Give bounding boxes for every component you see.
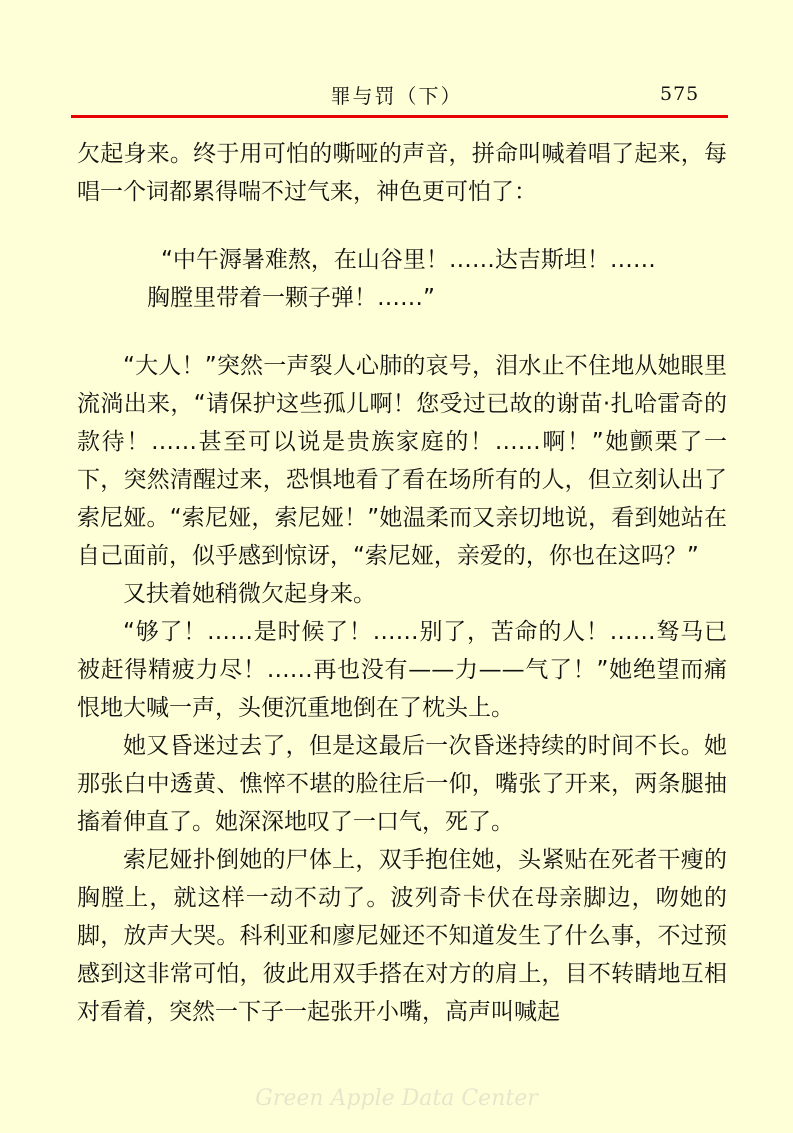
paragraph: 欠起身来。终于用可怕的嘶哑的声音，拼命叫喊着唱了起来，每唱一个词都累得喘不过气来，神色更可怕了： (77, 141, 727, 205)
paragraph: 索尼娅扑倒她的尸体上，双手抱住她，头紧贴在死者干瘦的胸膛上，就这样一动不动了。波列奇卡伏在母亲脚边，吻她的脚，放声大哭。科利亚和廖尼娅还不知道发生了什么事，不过预感到这非常可怕，彼此用双手搭在对方的肩上，目不转睛地互相对看着，突然一下子一起张开小嘴，高声叫喊起 (77, 847, 727, 1025)
poem-line: “中午溽暑难熬，在山谷里！……达吉斯坦！…… (161, 247, 656, 273)
poem-line: 胸膛里带着一颗子弹！……” (147, 285, 435, 311)
header-rule (71, 115, 728, 118)
page-body (77, 135, 727, 1031)
poem-quote (77, 241, 727, 317)
paragraph: “够了！……是时候了！……别了，苦命的人！……驽马已被赶得精疲力尽！……再也没有——力——气了！”她绝望而痛恨地大喊一声，头便沉重地倒在了枕头上。 (77, 619, 727, 721)
book-title: 罪与罚（下） (330, 84, 463, 108)
paragraph: “大人！”突然一声裂人心肺的哀号，泪水止不住地从她眼里流淌出来，“请保护这些孤儿啊！您受过已故的谢苗·扎哈雷奇的款待！……甚至可以说是贵族家庭的！……啊！”她颤栗了一下，突然清醒过来，恐惧地看了看在场所有的人，但立刻认出了索尼娅。“索尼娅，索尼娅！”她温柔而又亲切地说，看到她站在自己面前，似乎感到惊讶，“索尼娅，亲爱的，你也在这吗？” (77, 353, 727, 569)
paragraph: 她又昏迷过去了，但是这最后一次昏迷持续的时间不长。她那张白中透黄、憔悴不堪的脸往后一仰，嘴张了开来，两条腿抽搐着伸直了。她深深地叹了一口气，死了。 (77, 733, 727, 835)
watermark: Green Apple Data Center (255, 1086, 538, 1111)
page-header (0, 80, 793, 110)
page-number: 575 (660, 83, 700, 105)
paragraph: 又扶着她稍微欠起身来。 (123, 581, 376, 607)
